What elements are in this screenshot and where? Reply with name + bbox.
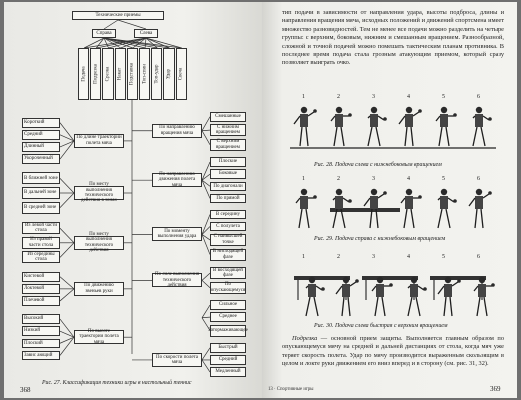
right-item: Затормаживающее xyxy=(210,325,246,337)
frame-number: 1 xyxy=(302,94,305,100)
figure-28-caption: Рис. 28. Подача слева с нижнебоковым вращением xyxy=(314,162,442,168)
frame-number: 4 xyxy=(407,254,410,260)
left-item: В ближней зоне xyxy=(22,172,60,184)
figure-29-illustration xyxy=(290,180,496,230)
right-item: В нисходящей фазе xyxy=(210,249,246,261)
left-item: Кистевой xyxy=(22,272,60,282)
figure-30-caption: Рис. 30. Подача слева быстрая с верхним вращением xyxy=(314,323,448,329)
paragraph-text: — основной прием защиты. Выполняется главным образом по опускающемуся мячу на средней и дальней дистанциях от стола, когда мяч уже теряет скорость полета. Удар по мячу производится выраженным скользящим в целом и локте руки движением его вниз вперед и в сторону (см. рис. 31, 32). xyxy=(282,335,504,368)
term-podrezka: Подрезка xyxy=(292,335,318,342)
figure-30-illustration xyxy=(290,254,496,320)
right-item: С верхним вращением xyxy=(210,139,246,151)
player-figure xyxy=(436,107,457,146)
right-item: В восходящей фазе xyxy=(210,267,246,279)
technique-3: Срезка xyxy=(102,48,113,100)
connector-line xyxy=(202,280,210,287)
player-sequence-30 xyxy=(290,254,496,320)
left-item: Из правой части стола xyxy=(22,237,60,249)
frame-number: 6 xyxy=(477,254,480,260)
connector-line xyxy=(202,348,210,360)
frame-number: 2 xyxy=(337,254,340,260)
technique-8: Удар xyxy=(163,48,174,100)
frame-number: 4 xyxy=(407,94,410,100)
left-item: Из левой части стола xyxy=(22,222,60,234)
player-figure xyxy=(294,107,317,146)
connector-line xyxy=(202,317,210,318)
frame-number: 3 xyxy=(372,254,375,260)
player-figure xyxy=(296,189,317,228)
right-item: Средний xyxy=(210,355,246,365)
frame-number: 1 xyxy=(302,254,305,260)
player-figure xyxy=(401,189,422,228)
connector-line xyxy=(202,273,210,280)
right-item: С нижним вращением xyxy=(210,124,246,136)
criterion-right: По скорости полета мяча xyxy=(152,353,202,367)
player-figure xyxy=(469,189,492,228)
connector-line xyxy=(202,131,210,145)
frame-number: 3 xyxy=(372,176,375,182)
frame-number: 4 xyxy=(407,176,410,182)
right-item: С полулета xyxy=(210,222,246,232)
frame-number: 6 xyxy=(477,94,480,100)
player-sequence-28 xyxy=(290,98,496,152)
left-item: Плоский xyxy=(22,339,60,349)
frame-number: 6 xyxy=(477,176,480,182)
left-item: Короткий xyxy=(22,118,60,128)
connector-line xyxy=(202,227,210,235)
player-figure xyxy=(438,189,457,228)
page-number: 368 xyxy=(20,386,31,394)
criterion-left: По длине траектории полета мяча xyxy=(74,134,124,148)
criterion-right: По силе выполнения технического действия xyxy=(152,273,202,287)
connector-line xyxy=(60,243,74,258)
player-figure xyxy=(331,107,352,146)
frame-number: 3 xyxy=(372,94,375,100)
left-item: Из середины стола xyxy=(22,251,60,263)
left-item: Высокий xyxy=(22,314,60,324)
left-item: Завис ающий xyxy=(22,351,60,361)
right-item: Быстрый xyxy=(210,343,246,353)
technique-9: Свеча xyxy=(176,48,187,100)
right-item: Плоские xyxy=(210,157,246,167)
left-item: Укороченный xyxy=(22,154,60,164)
connector-line xyxy=(202,360,210,372)
right-item: В середину xyxy=(210,210,246,220)
left-page xyxy=(4,2,262,398)
left-item: Длинный xyxy=(22,142,60,152)
right-page xyxy=(262,2,517,398)
right-item: Боковые xyxy=(210,169,246,179)
player-figure xyxy=(408,277,427,316)
body-paragraph-2 xyxy=(282,335,504,369)
frame-number: 2 xyxy=(337,94,340,100)
book-spread xyxy=(4,2,517,398)
left-item: Низкий xyxy=(22,326,60,336)
connector-line xyxy=(118,20,146,29)
player-figure xyxy=(306,277,325,316)
player-figure xyxy=(474,277,495,316)
player-figure xyxy=(473,107,492,146)
player-figure xyxy=(438,277,461,316)
player-figure xyxy=(372,277,393,316)
criterion-left: По высоте траектории полета мяча xyxy=(74,330,124,344)
technique-6: Топ-спин xyxy=(139,48,150,100)
left-item: Локтевой xyxy=(22,284,60,294)
technique-2: Подрезка xyxy=(90,48,101,100)
player-sequence-29 xyxy=(290,180,496,230)
connector-line xyxy=(60,277,74,289)
frame-number: 5 xyxy=(442,254,445,260)
running-footer: 13 · Спортивные игры xyxy=(268,387,314,392)
criterion-left: По месту выполнения технического действия в зонах xyxy=(74,186,124,200)
side-left: Слева xyxy=(134,29,158,38)
left-item: В средней зоне xyxy=(22,202,60,214)
technique-1: Подача xyxy=(78,48,89,100)
right-item: По прямой xyxy=(210,194,246,204)
criterion-left: По месту выполнения технического действия xyxy=(74,236,124,250)
connector-line xyxy=(60,228,74,243)
connector-line xyxy=(202,214,210,234)
connector-line xyxy=(104,20,118,29)
connector-line xyxy=(202,117,210,131)
body-paragraph: тип подачи в зависимости от направления удара, высоты подброса, длины и направления вращения мяча, исходных положений и движений спортсмена имеет множество разновидностей. Тем не менее все подачи можно разделить на четыре группы: с верхним, боковым, нижним и смешанным вращением. Разнообразной, сложной и точной подачей можно помешать тактическим планам противника. В последнее время подача стала грозным атакующим приемом, который сразу позволяет выиграть очко. xyxy=(282,9,504,67)
connector-line xyxy=(60,289,74,301)
right-item: По опускающемуся xyxy=(210,282,246,293)
connector-line xyxy=(202,130,210,131)
criterion-right: По направлению движения полета мяча xyxy=(152,173,202,187)
technique-7: Топ-удар xyxy=(151,48,162,100)
technique-5: Подставка xyxy=(127,48,138,100)
diagram-root: Технические приемы xyxy=(72,11,164,20)
connector-line xyxy=(60,193,74,208)
left-item: Средний xyxy=(22,130,60,140)
frame-number: 5 xyxy=(442,176,445,182)
player-figure xyxy=(336,277,359,316)
right-item: С наивысшей точке xyxy=(210,234,246,246)
connector-line xyxy=(60,178,74,193)
figure-29-caption: Рис. 29. Подача справа с нижнебоковым вращением xyxy=(314,236,446,242)
right-item: Смешанные xyxy=(210,112,246,122)
technique-4: Накат xyxy=(115,48,126,100)
left-item: Плечевой xyxy=(22,296,60,306)
right-item: По диагонали xyxy=(210,182,246,192)
left-item: В дальней зоне xyxy=(22,187,60,199)
criterion-right: По моменту выполнения удара xyxy=(152,227,202,241)
side-right: Справа xyxy=(92,29,116,38)
right-item: Сильное xyxy=(210,300,246,310)
frame-number: 2 xyxy=(337,176,340,182)
figure-28-illustration xyxy=(290,98,496,152)
right-item: Медленный xyxy=(210,367,246,377)
frame-number: 1 xyxy=(302,176,305,182)
criterion-left: По движению звеньев руки xyxy=(74,282,124,296)
connector-line xyxy=(202,305,210,318)
figure-caption: Рис. 27. Классификация техники игры в настольный теннис xyxy=(42,380,192,386)
player-figure xyxy=(368,107,387,146)
frame-number: 5 xyxy=(442,94,445,100)
right-item: Среднее xyxy=(210,312,246,322)
player-figure xyxy=(399,107,422,146)
criterion-right: По направлению вращения мяча xyxy=(152,124,202,138)
page-number: 369 xyxy=(490,385,501,393)
